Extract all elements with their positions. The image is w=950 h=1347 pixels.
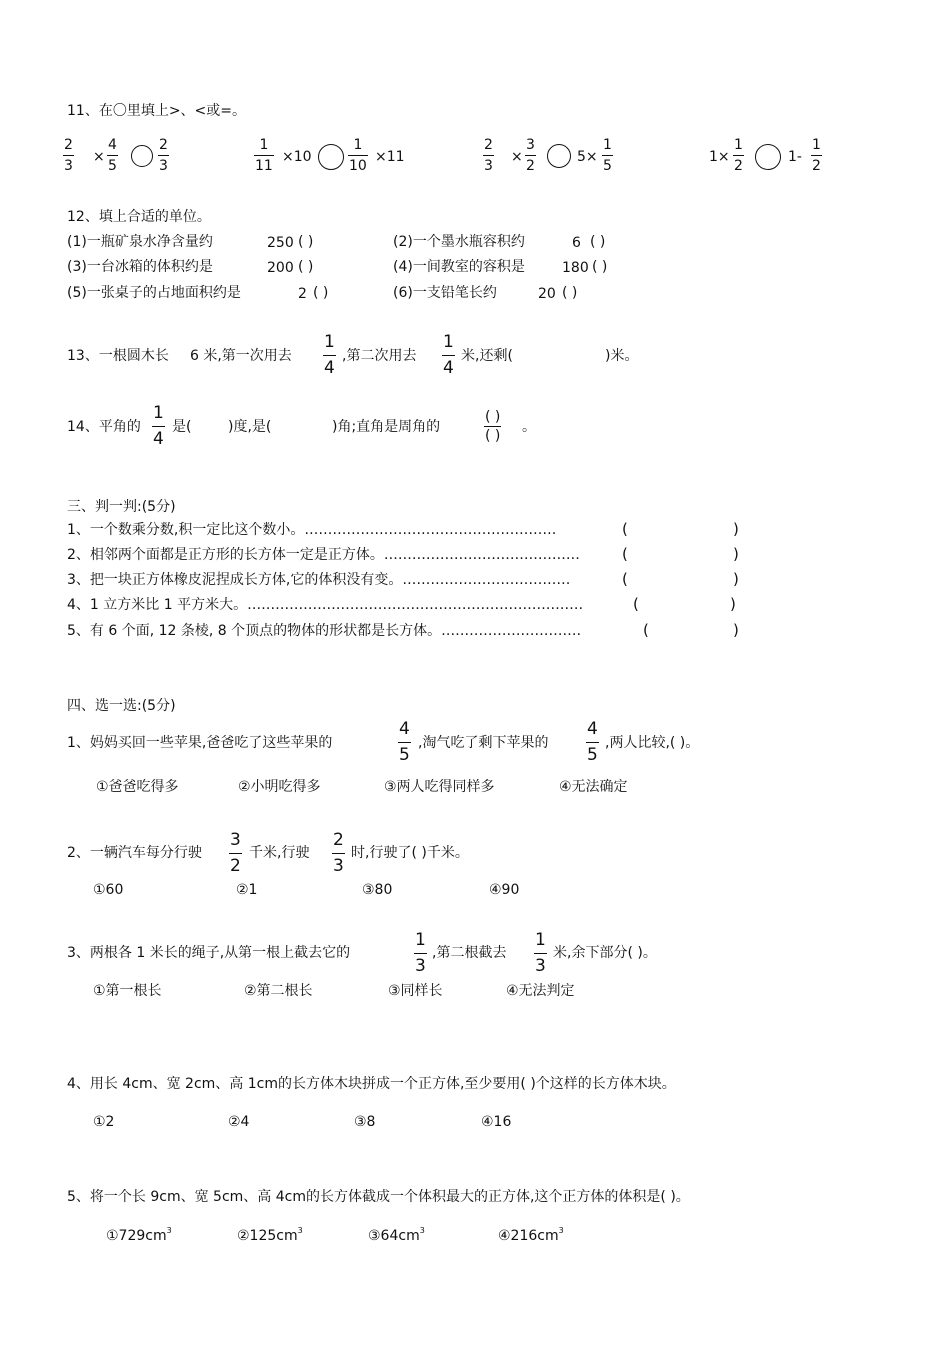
fraction: 2 3 (64, 137, 73, 174)
q12-blank-6[interactable]: ( ) (562, 285, 578, 301)
q13-text-1: 13、一根圆木长 (67, 348, 169, 364)
times-operator: × (93, 149, 105, 165)
judge-close-paren: ) (733, 621, 739, 639)
q12-item-2: (2)一个墨水瓶容积约 (393, 234, 525, 250)
option-1[interactable]: ①60 (93, 882, 124, 898)
compare-circle[interactable] (318, 144, 344, 170)
fraction: 3 2 (526, 137, 535, 174)
judge-close-paren: ) (730, 595, 736, 613)
judge-title: 三、判一判:(5分) (67, 499, 176, 515)
choose-q2-text-2: 千米,行驶 (249, 845, 310, 861)
option-4[interactable]: $④216cm^3$ (498, 1226, 564, 1244)
choose-q3-text-3: 米,余下部分( )。 (553, 945, 657, 961)
option-1[interactable]: ①第一根长 (93, 983, 162, 999)
judge-item: 3、把一块正方体橡皮泥捏成长方体,它的体积没有变。……………………………… (67, 572, 571, 588)
option-2[interactable]: ②第二根长 (244, 983, 313, 999)
q14-text-1: 14、平角的 (67, 419, 141, 435)
choose-q1-text-1: 1、妈妈买回一些苹果,爸爸吃了这些苹果的 (67, 735, 333, 751)
q13-text-3: ,第二次用去 (342, 348, 417, 364)
fraction: 1 2 (734, 137, 743, 174)
option-3[interactable]: ③80 (362, 882, 393, 898)
fraction: 1 2 (812, 137, 821, 174)
q12-blank-1[interactable]: ( ) (298, 234, 314, 250)
choose-q4-text: 4、用长 4cm、宽 2cm、高 1cm的长方体木块拼成一个正方体,至少要用( )个这样的长方体木块。 (67, 1076, 676, 1092)
fraction: 4 5 (108, 137, 117, 174)
q12-item-3: (3)一台冰箱的体积约是 (67, 259, 213, 275)
q12-value-1: 250 (267, 235, 294, 251)
judge-open-paren[interactable]: ( (622, 570, 628, 588)
fraction: 1 10 (349, 137, 367, 174)
q12-value-3: 200 (267, 260, 294, 276)
q12-value-6: 20 (538, 286, 556, 302)
q12-item-5: (5)一张桌子的占地面积约是 (67, 285, 241, 301)
option-2[interactable]: ②1 (236, 882, 258, 898)
judge-open-paren[interactable]: ( (643, 621, 649, 639)
q13-text-5: )米。 (605, 348, 639, 364)
option-1[interactable]: $①729cm^3$ (106, 1226, 172, 1244)
fraction: 1 3 (415, 930, 426, 976)
fraction: 3 2 (230, 830, 241, 876)
unit-superscript: 3 (558, 1226, 564, 1235)
times-operator: × (511, 149, 523, 165)
option-4[interactable]: ④无法判定 (506, 983, 575, 999)
q12-blank-5[interactable]: ( ) (313, 285, 329, 301)
option-4[interactable]: ④90 (489, 882, 520, 898)
one-minus: 1- (788, 149, 802, 165)
choose-q1-text-2: ,淘气吃了剩下苹果的 (418, 735, 549, 751)
unit-superscript: 3 (297, 1226, 303, 1235)
fraction: 2 3 (333, 830, 344, 876)
judge-open-paren[interactable]: ( (633, 595, 639, 613)
q12-blank-4[interactable]: ( ) (592, 259, 608, 275)
q13-text-4: 米,还剩( (461, 348, 513, 364)
choose-q2-text-3: 时,行驶了( )千米。 (351, 845, 469, 861)
q12-item-6: (6)一支铅笔长约 (393, 285, 497, 301)
compare-circle[interactable] (131, 145, 153, 167)
times-eleven: ×11 (375, 149, 405, 165)
q14-text-4: )角;直角是周角的 (332, 419, 441, 435)
option-2[interactable]: ②小明吃得多 (238, 779, 321, 795)
unit-superscript: 3 (166, 1226, 172, 1235)
q12-item-4: (4)一间教室的容积是 (393, 259, 525, 275)
q12-value-4: 180 (562, 260, 589, 276)
compare-circle[interactable] (547, 144, 571, 168)
q14-end: 。 (522, 419, 536, 435)
q12-blank-2[interactable]: ( ) (590, 234, 606, 250)
judge-item: 2、相邻两个面都是正方形的长方体一定是正方体。…………………………………… (67, 547, 580, 563)
q12-item-1: (1)一瓶矿泉水净含量约 (67, 234, 213, 250)
option-2[interactable]: ②4 (228, 1114, 250, 1130)
q12-blank-3[interactable]: ( ) (298, 259, 314, 275)
option-1[interactable]: ①爸爸吃得多 (96, 779, 179, 795)
times-ten: ×10 (282, 149, 312, 165)
choose-q3-text-2: ,第二根截去 (432, 945, 507, 961)
option-3[interactable]: ③同样长 (388, 983, 443, 999)
judge-item: 4、1 立方米比 1 平方米大。……………………………………………………………… (67, 597, 584, 613)
blank-fraction[interactable]: ( ) ( ) (485, 409, 501, 444)
q12-value-5: 2 (298, 286, 307, 302)
q12-value-2: 6 (572, 235, 581, 251)
q13-text-2: 6 米,第一次用去 (190, 348, 292, 364)
judge-item: 5、有 6 个面, 12 条棱, 8 个顶点的物体的形状都是长方体。………………………… (67, 623, 582, 639)
fraction: 1 3 (535, 930, 546, 976)
option-1[interactable]: ①2 (93, 1114, 115, 1130)
fraction: 1 4 (153, 403, 164, 449)
choose-q1-text-3: ,两人比较,( )。 (605, 735, 700, 751)
fraction: 1 5 (603, 137, 612, 174)
q11-title: 11、在〇里填上>、<或=。 (67, 103, 247, 119)
fraction: 2 3 (159, 137, 168, 174)
five-times: 5× (577, 149, 598, 165)
unit-superscript: 3 (419, 1226, 425, 1235)
compare-circle[interactable] (755, 144, 781, 170)
choose-title: 四、选一选:(5分) (67, 698, 176, 714)
option-4[interactable]: ④16 (481, 1114, 512, 1130)
choose-q5-text: 5、将一个长 9cm、宽 5cm、高 4cm的长方体截成一个体积最大的正方体,这个正方体的体积是( )。 (67, 1189, 690, 1205)
choose-q2-text-1: 2、一辆汽车每分行驶 (67, 845, 202, 861)
fraction: 1 4 (324, 332, 335, 378)
judge-close-paren: ) (733, 520, 739, 538)
judge-close-paren: ) (733, 545, 739, 563)
fraction: 1 4 (443, 332, 454, 378)
one-times: 1× (709, 149, 730, 165)
q12-title: 12、填上合适的单位。 (67, 209, 211, 225)
fraction: 4 5 (399, 719, 410, 765)
q14-text-2: 是( (172, 419, 192, 435)
fraction: 1 11 (255, 137, 273, 174)
fraction: 4 5 (587, 719, 598, 765)
option-2[interactable]: $②125cm^3$ (237, 1226, 303, 1244)
judge-close-paren: ) (733, 570, 739, 588)
q14-text-3: )度,是( (228, 419, 272, 435)
judge-item: 1、一个数乘分数,积一定比这个数小。……………………………………………… (67, 522, 557, 538)
judge-open-paren[interactable]: ( (622, 520, 628, 538)
fraction: 2 3 (484, 137, 493, 174)
option-3[interactable]: $③64cm^3$ (368, 1226, 425, 1244)
option-4[interactable]: ④无法确定 (559, 779, 628, 795)
option-3[interactable]: ③8 (354, 1114, 376, 1130)
option-3[interactable]: ③两人吃得同样多 (384, 779, 495, 795)
choose-q3-text-1: 3、两根各 1 米长的绳子,从第一根上截去它的 (67, 945, 351, 961)
judge-open-paren[interactable]: ( (622, 545, 628, 563)
